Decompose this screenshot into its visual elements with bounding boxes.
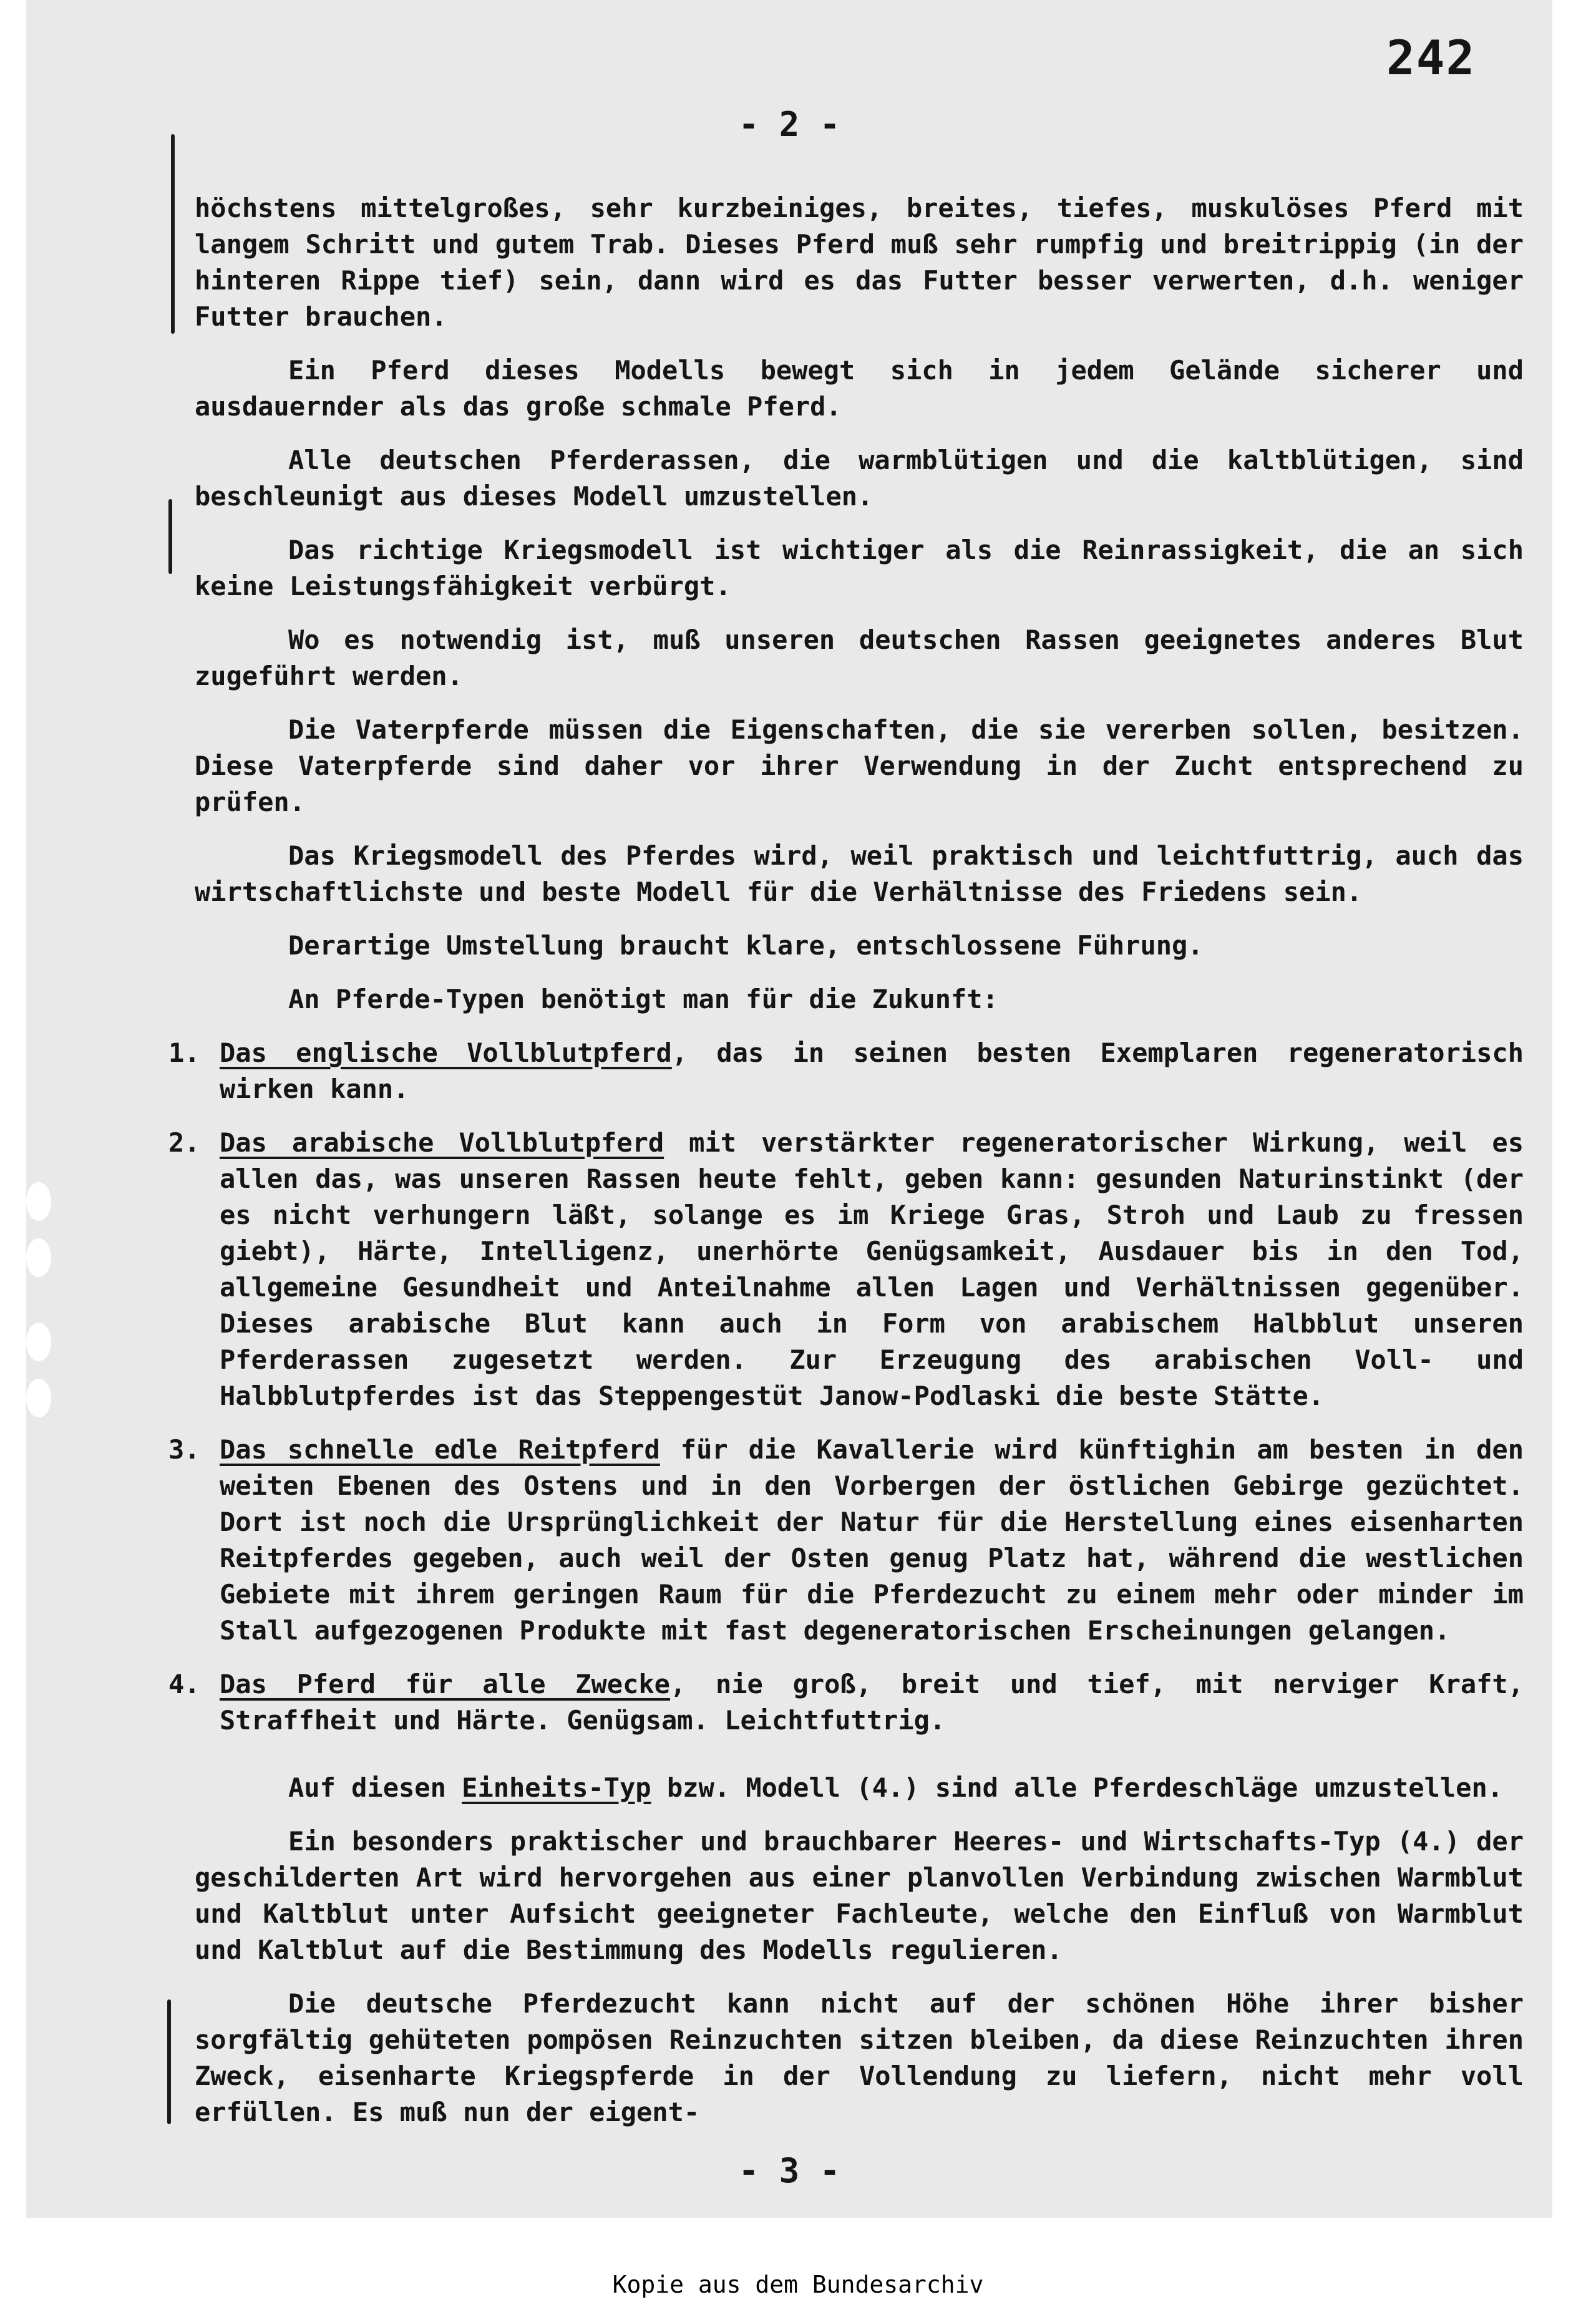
- list-number: 2.: [168, 1127, 200, 1158]
- list-item: [168, 1125, 1524, 1414]
- paragraph: Das Kriegsmodell des Pferdes wird, weil praktisch und leichtfuttrig, auch das wirtschaftlichste und beste Modell für die Verhältnisse des Friedens sein.: [195, 840, 1524, 907]
- list-item: [168, 1666, 1524, 1739]
- list-lead: Das arabische Vollblutpferd: [220, 1127, 664, 1158]
- text-run: Auf diesen: [288, 1772, 462, 1803]
- document-sheet: [26, 0, 1552, 2218]
- margin-mark: [171, 134, 175, 334]
- list-lead: Das englische Vollblutpferd: [220, 1037, 672, 1068]
- list-text: mit verstärkter regeneratorischer Wirkung, weil es allen das, was unseren Rassen heute fehlt, geben kann: gesunden Naturinstinkt (der es nicht verhungern läßt, solange es im Kriege Gras, Stroh und Laub zu fressen giebt), Härte, Intelligenz, unerhörte Genügsamkeit, Ausdauer bis in den Tod, allgemeine Gesundheit und Anteilnahme allen Lagen und Verhältnissen gegenüber. Dieses arabische Blut kann auch in Form von arabischem Halbblut unseren Pferderassen zugesetzt werden. Zur Erzeugung des arabischen Voll- und Halbblutpferdes ist das Steppengestüt Janow-Podlaski die beste Stätte.: [220, 1127, 1524, 1411]
- punch-hole: [26, 1379, 51, 1417]
- punch-hole: [26, 1182, 51, 1221]
- paragraph: [195, 1770, 1524, 1806]
- paragraph: Derartige Umstellung braucht klare, entschlossene Führung.: [288, 930, 1204, 961]
- footer-page-number: - 3 -: [738, 2151, 840, 2190]
- list-text: , das in seinen besten Exemplaren regeneratorisch wirken kann.: [220, 1037, 1524, 1104]
- list-number: 3.: [168, 1434, 200, 1465]
- list-number: 4.: [168, 1669, 200, 1699]
- margin-mark: [168, 499, 172, 574]
- paragraph: höchstens mittelgroßes, sehr kurzbeiniges, breites, tiefes, muskulöses Pferd mit langem Schritt und gutem Trab. Dieses Pferd muß sehr rumpfig und breitrippig (in der hinteren Rippe tief) sein, dann wird es das Futter besser verwerten, d.h. weniger Futter brauchen.: [195, 193, 1524, 332]
- list-number: 1.: [168, 1037, 200, 1068]
- list-text: , nie groß, breit und tief, mit nerviger Kraft, Straffheit und Härte. Genügsam. Leichtfuttrig.: [220, 1669, 1524, 1736]
- list-lead: Das schnelle edle Reitpferd: [220, 1434, 660, 1465]
- text-run-underlined: Einheits-Typ: [462, 1772, 651, 1803]
- list-item: [168, 1035, 1524, 1107]
- paragraph: Ein Pferd dieses Modells bewegt sich in jedem Gelände sicherer und ausdauernder als das große schmale Pferd.: [195, 355, 1524, 422]
- paragraph: Die Vaterpferde müssen die Eigenschaften, die sie vererben sollen, besitzen. Diese Vaterpferde sind daher vor ihrer Verwendung in der Zucht entsprechend zu prüfen.: [195, 714, 1524, 817]
- archive-page-stamp: 242: [1386, 30, 1476, 85]
- punch-hole: [26, 1323, 51, 1361]
- paragraph: An Pferde-Typen benötigt man für die Zukunft:: [288, 984, 998, 1014]
- list-item: [168, 1432, 1524, 1649]
- paragraph: Wo es notwendig ist, muß unseren deutschen Rassen geeignetes anderes Blut zugeführt werden.: [195, 624, 1524, 691]
- text-run: bzw. Modell (4.) sind alle Pferdeschläge umzustellen.: [651, 1772, 1504, 1803]
- list-text: für die Kavallerie wird künftighin am besten in den weiten Ebenen des Ostens und in den Vorbergen der östlichen Gebirge gezüchtet. Dort ist noch die Ursprünglichkeit der Natur für die Herstellung eines eisenharten Reitpferdes gegeben, auch weil der Osten genug Platz hat, während die westlichen Gebiete mit ihrem geringen Raum für die Pferdezucht zu einem mehr oder minder im Stall aufgezogenen Produkte mit fast degeneratorischen Erscheinungen gelangen.: [220, 1434, 1524, 1646]
- archive-caption: Kopie aus dem Bundesarchiv: [612, 2271, 984, 2298]
- list-lead: Das Pferd für alle Zwecke: [220, 1669, 670, 1699]
- paragraph: Alle deutschen Pferderassen, die warmblütigen und die kaltblütigen, sind beschleunigt aus dieses Modell umzustellen.: [195, 445, 1524, 512]
- paragraph: Ein besonders praktischer und brauchbarer Heeres- und Wirtschafts-Typ (4.) der geschilderten Art wird hervorgehen aus einer planvollen Verbindung zwischen Warmblut und Kaltblut unter Aufsicht geeigneter Fachleute, welche den Einfluß von Warmblut und Kaltblut auf die Bestimmung des Modells regulieren.: [195, 1826, 1524, 1965]
- letter-body: [168, 190, 1524, 2148]
- paragraph: Die deutsche Pferdezucht kann nicht auf der schönen Höhe ihrer bisher sorgfältig gehüteten pompösen Reinzuchten sitzen bleiben, da diese Reinzuchten ihren Zweck, eisenharte Kriegspferde in der Vollendung zu liefern, nicht mehr voll erfüllen. Es muß nun der eigent-: [195, 1988, 1524, 2127]
- paragraph: Das richtige Kriegsmodell ist wichtiger als die Reinrassigkeit, die an sich keine Leistungsfähigkeit verbürgt.: [195, 535, 1524, 601]
- punch-hole: [26, 1238, 51, 1277]
- header-page-number: - 2 -: [738, 105, 840, 144]
- margin-mark: [167, 1999, 171, 2124]
